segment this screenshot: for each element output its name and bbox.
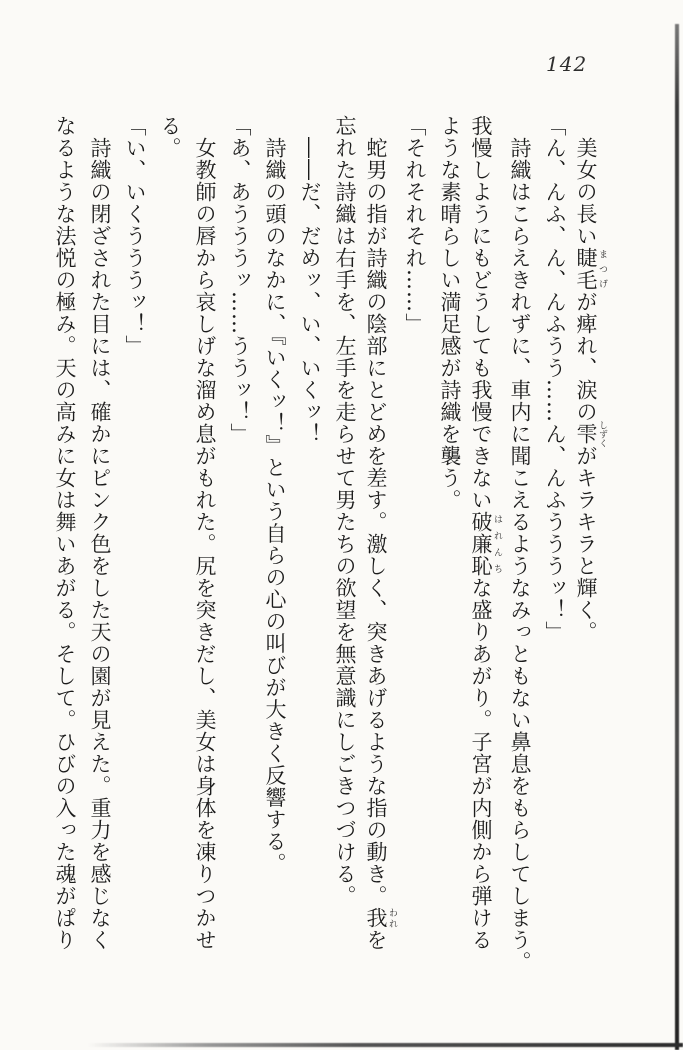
text-column-10: 詩織の頭のなかに、『いくッ！』という自らの心の叫びが大きく反響する。 bbox=[263, 137, 287, 875]
text-column-1: 美女の長い睫毛 まつげが痺れ、涙の雫 しずくがキラキラと輝く。 bbox=[574, 137, 607, 643]
text-column-6: 「それそれそれ……」 bbox=[403, 115, 427, 335]
text-column-4: 我慢しようにもどうしても我慢できない破廉恥 はれんちな盛りあがり。子宮が内側から弾ける bbox=[469, 115, 502, 951]
text-column-2: 「ん、んふ、ん、んふうう……ん、んふうううッ！」 bbox=[543, 115, 567, 643]
scan-edge-right-shadow bbox=[675, 24, 679, 1050]
text-column-11: 「あ、あうううッ……ううッ！」 bbox=[228, 115, 252, 445]
page-number: 142 bbox=[546, 52, 588, 76]
ruby-annotated-word: 睫毛 まつげ bbox=[574, 247, 607, 291]
scan-edge-bottom-shadow bbox=[88, 1043, 683, 1047]
ruby-annotated-word: 破廉恥 はれんち bbox=[469, 511, 502, 577]
text-column-7: 蛇男の指が詩織の陰部にとどめを差す。激しく、突きあげるような指の動き。我 われを bbox=[364, 137, 397, 951]
text-column-16: なるような法悦の極み。天の高みに女は舞いあがる。そして。ひびの入った魂がぱり bbox=[53, 115, 77, 951]
text-column-15: 詩織の閉ざされた目には、確かにピンク色をした天の園が見えた。重力を感じなく bbox=[88, 137, 112, 951]
text-column-9: ――だ、だめッ、い、いくッ！ bbox=[298, 137, 322, 445]
text-column-14: 「い、いくうううッ！」 bbox=[123, 115, 147, 357]
text-column-8: 忘れた詩織は右手を、左手を走らせて男たちの欲望を無意識にしごきつづける。 bbox=[333, 115, 357, 907]
ruby-annotated-word: 我 われ bbox=[364, 907, 397, 929]
text-column-13: る。 bbox=[158, 115, 182, 159]
text-column-5: ような素晴らしい満足感が詩織を襲う。 bbox=[438, 115, 462, 511]
text-column-12: 女教師の唇から哀しげな溜め息がもれた。尻を突きだし、美女は身体を凍りつかせ bbox=[193, 137, 217, 951]
ruby-annotated-word: 雫 しずく bbox=[574, 420, 607, 448]
text-column-3: 詩織はこらえきれずに、車内に聞こえるようなみっともない鼻息をもらしてしまう。 bbox=[508, 137, 532, 973]
